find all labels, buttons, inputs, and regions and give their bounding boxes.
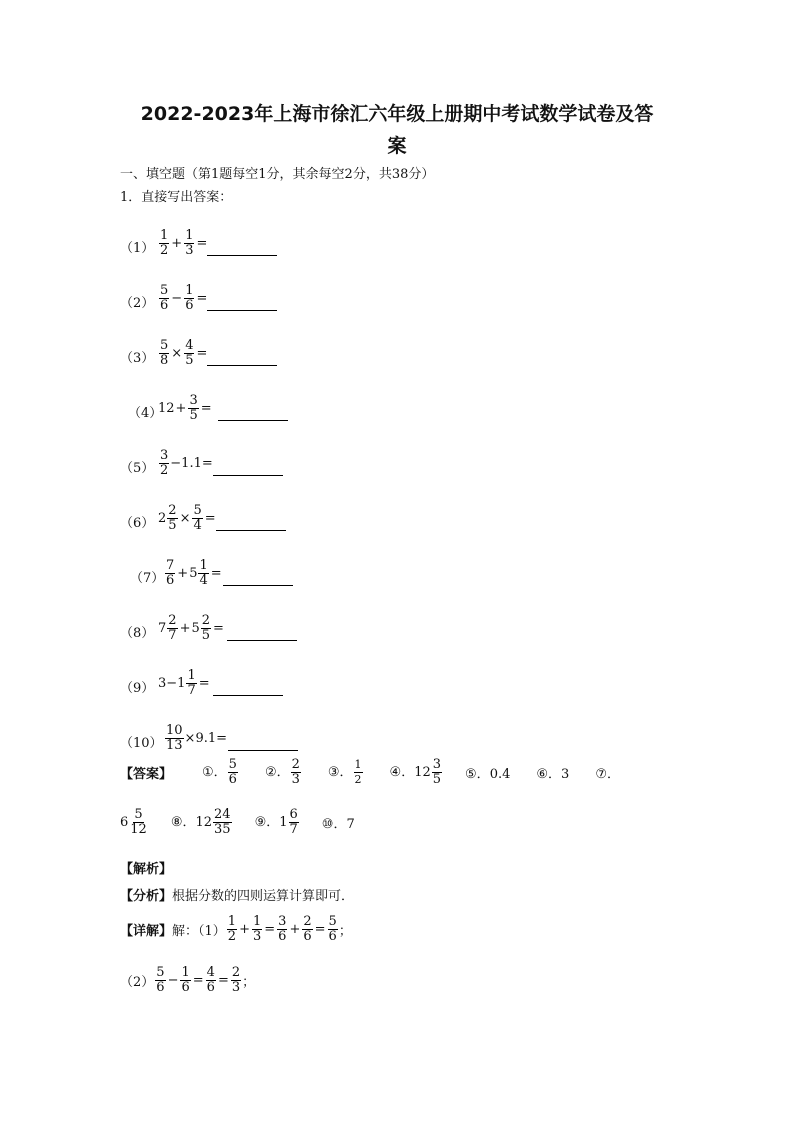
answer-row-2 [120, 808, 355, 837]
sub-question-number: （5） [120, 461, 155, 476]
answer-blank[interactable] [227, 639, 297, 641]
expression: $\frac{1}{2}$ + $\frac{1}{3}$ = [160, 228, 208, 258]
fraction: $\frac{1}{3}$ [185, 228, 194, 258]
answer-3: ③． $\frac{1}{2}$ [327, 758, 362, 786]
answer-9: ⑨．1 $\frac{6}{7}$ [254, 807, 298, 837]
xiangjie-step-1: 【详解】 解：（1） $\frac{1}{2}$ + $\frac{1}{3}$ = $\frac{3}{6}$ + $\frac{2}{6}$ = $\frac{5}{6}$ ； [120, 914, 352, 944]
answer-blank[interactable] [207, 254, 277, 256]
sub-question-4 [120, 371, 680, 427]
fenxi-text: 根据分数的四则运算计算即可． [172, 889, 355, 904]
answer-4: ④．12 $\frac{3}{5}$ [389, 757, 442, 787]
answer-1: ①． $\frac{5}{6}$ [202, 757, 237, 787]
expression: $\frac{5}{6}$ − $\frac{1}{6}$ = [160, 283, 208, 313]
answer-row-1 [120, 758, 620, 787]
answer-blank[interactable] [216, 529, 286, 531]
sub-question-2 [120, 261, 680, 317]
sub-question-number: （8） [120, 626, 155, 641]
expression: $\frac{5}{8}$ × $\frac{4}{5}$ = [160, 338, 208, 368]
answer-blank[interactable] [223, 584, 293, 586]
sub-question-1 [120, 206, 680, 262]
sub-question-number: （9） [120, 681, 155, 696]
answer-blank[interactable] [207, 309, 277, 311]
fenxi-paragraph [120, 885, 354, 904]
fraction: $\frac{5}{8}$ [160, 338, 169, 368]
answer-blank[interactable] [207, 364, 277, 366]
fenxi-label: 【分析】 [120, 889, 173, 904]
fraction: $\frac{7}{6}$ [166, 558, 175, 588]
answer-label: 【答案】 [120, 767, 173, 782]
sub-question-number: （2） [120, 296, 155, 311]
fraction: $\frac{2}{5}$ [168, 503, 177, 533]
document-title [100, 98, 694, 162]
fraction: $\frac{2}{7}$ [168, 613, 177, 643]
answer-7: 6 $\frac{5}{12}$ [120, 807, 147, 837]
answer-6: ⑥．3 [536, 767, 570, 782]
expression: 12 + $\frac{3}{5}$ = [158, 393, 212, 423]
answer-blank[interactable] [213, 694, 283, 696]
answer-5: ⑤．0.4 [465, 767, 511, 782]
fraction: $\frac{2}{5}$ [201, 613, 211, 643]
sub-question-8 [120, 591, 680, 647]
sub-question-number: （4） [128, 406, 163, 421]
section-header: 一、填空题（第1题每空1分，其余每空2分，共38分） [120, 167, 435, 182]
fraction: $\frac{1}{6}$ [185, 283, 194, 313]
sub-question-10 [120, 701, 680, 757]
title-line-1: 2022-2023年上海市徐汇六年级上册期中考试数学试卷及答 [140, 103, 654, 125]
sub-question-number: （1） [120, 241, 155, 256]
xiangjie-label: 【详解】 [120, 924, 173, 939]
title-line-2: 案 [387, 135, 407, 157]
fraction: $\frac{3}{5}$ [189, 393, 198, 423]
answer-10: ⑩．7 [321, 817, 355, 832]
sub-question-7 [120, 536, 680, 592]
fraction: $\frac{4}{5}$ [185, 338, 194, 368]
sub-question-9 [120, 646, 680, 702]
fraction: $\frac{5}{4}$ [193, 503, 202, 533]
fraction: $\frac{5}{6}$ [160, 283, 169, 313]
sub-question-number: （7） [130, 571, 165, 586]
expression: $\frac{7}{6}$ + 5 $\frac{1}{4}$ = [166, 558, 222, 588]
answer-blank[interactable] [218, 419, 288, 421]
fraction: $\frac{1}{4}$ [199, 558, 208, 588]
expression: 2 $\frac{2}{5}$ × $\frac{5}{4}$ = [158, 503, 216, 533]
sub-question-3 [120, 316, 680, 372]
sub-question-number: （6） [120, 516, 155, 531]
fraction: $\frac{1}{2}$ [160, 228, 169, 258]
answer-7-mark: ⑦． [595, 767, 620, 782]
answer-8: ⑧．12 $\frac{24}{35}$ [170, 807, 231, 837]
question-1-label: 1．直接写出答案： [120, 190, 233, 205]
sub-question-number: （3） [120, 351, 155, 366]
fraction: $\frac{1}{7}$ [187, 668, 196, 698]
sub-question-number: （10） [120, 736, 163, 751]
answer-2: ②． $\frac{2}{3}$ [264, 757, 300, 787]
fraction: $\frac{3}{2}$ [160, 448, 169, 478]
answer-blank[interactable] [213, 474, 283, 476]
sub-question-6 [120, 481, 680, 537]
expression: $\frac{3}{2}$ −1.1= [160, 448, 213, 478]
fraction: $\frac{10}{13}$ [166, 723, 183, 753]
sub-question-5 [120, 426, 680, 482]
expression: 7 $\frac{2}{7}$ + 5 $\frac{2}{5}$ = [158, 613, 224, 643]
expression: 3− 1 $\frac{1}{7}$ = [158, 668, 210, 698]
expression: $\frac{10}{13}$ ×9.1= [166, 723, 228, 753]
answer-blank[interactable] [228, 749, 298, 751]
xiangjie-step-2: （2） $\frac{5}{6}$ − $\frac{1}{6}$ = $\frac{4}{6}$ = $\frac{2}{3}$ ； [120, 965, 256, 995]
analysis-label: 【解析】 [120, 862, 173, 877]
